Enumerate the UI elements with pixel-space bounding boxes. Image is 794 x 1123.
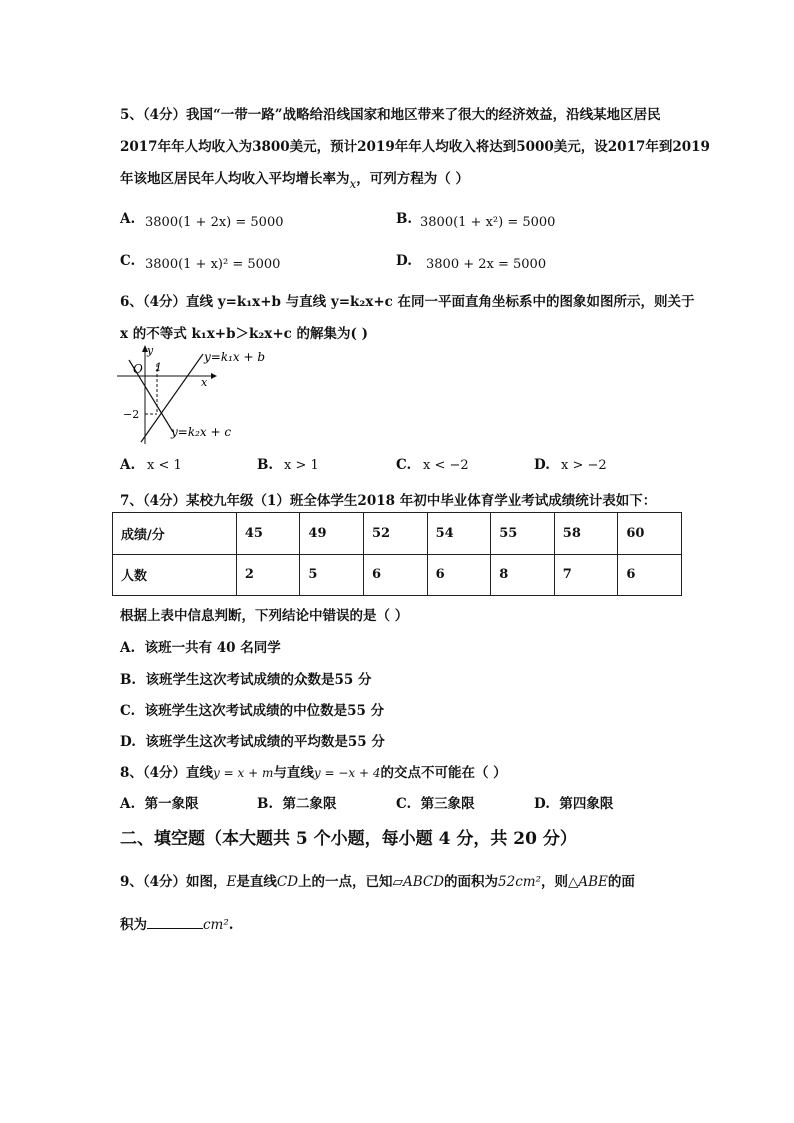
table-row [113,513,682,555]
q8-post: 的交点不可能在（ ） [380,765,507,781]
q7-option-d [120,730,385,750]
q9-var-abcd: ▱ABCD [392,874,445,890]
x-axis-label: x [201,376,208,389]
q9-area: 52cm² [498,874,541,890]
tick-y-minus2: −2 [123,408,140,421]
q5-option-b-label: B. [396,211,413,227]
table-cell: 8 [491,554,555,596]
q6-graph [115,344,266,446]
q6-option-d-label: D. [534,457,550,473]
q5-line1: 5、（4分）我国“一带一路”战略给沿线国家和地区带来了很大的经济效益，沿线某地区居民 [120,107,661,123]
q7-option-d-label: D. [120,734,136,750]
q5-line3-pre: 年该地区居民年人均收入平均增长率为 [120,171,350,187]
q6-option-a: x < 1 [147,458,182,473]
table-cell: 人数 [113,554,237,596]
q7-option-c-text: 该班学生这次考试成绩的中位数是55 分 [144,703,385,719]
q9-pre: 9、（4分）如图， [120,874,227,890]
table-cell: 成绩/分 [113,513,237,555]
q7-option-a-text: 该班一共有 40 名同学 [144,640,281,656]
q7-option-c-label: C. [120,703,136,719]
q8-option-d-label: D. [534,796,550,812]
q8-option-a-text: 第一象限 [144,796,199,812]
q7-after: 根据上表中信息判断，下列结论中错误的是（ ） [120,608,409,624]
q9-mid1: 是直线 [236,874,277,890]
table-cell: 52 [364,513,428,555]
q8-option-d-text: 第四象限 [559,796,614,812]
answer-blank[interactable] [147,916,203,929]
q5-option-a: 3800(1 + 2x) = 5000 [145,215,284,230]
q9-line1 [120,870,635,890]
table-cell: 6 [618,554,682,596]
q8-mid: 与直线 [273,765,314,781]
table-cell: 6 [364,554,428,596]
q5-option-b: 3800(1 + x²) = 5000 [420,215,556,230]
x-axis-arrow-icon [211,373,217,379]
q8-option-a [120,792,199,812]
line-k2-label: y=k₂x + c [171,425,232,439]
table-cell: 45 [236,513,300,555]
q8-option-b-text: 第二象限 [282,796,337,812]
line-k1-label: y=k₁x + b [204,350,266,364]
table-cell: 6 [427,554,491,596]
q6-line2: x 的不等式 k₁x+b＞k₂x+c 的解集为( ) [120,326,369,342]
q9-var-e: E [226,874,237,890]
scores-table [112,512,682,596]
q8-option-b [257,792,337,812]
q5-line2: 2017年年人均收入为3800美元，预计2019年年人均收入将达到5000美元，设2017年到2019 [120,139,710,155]
q8-pre: 8、（4分）直线 [120,765,214,781]
q6-option-b-label: B. [257,457,274,473]
q8-stem [120,761,507,781]
section-title: 二、填空题（本大题共 5 个小题，每小题 4 分，共 20 分） [120,829,577,849]
q9-line2-post: . [228,917,234,933]
q7-option-b-label: B. [120,672,137,688]
q8-expr1: y = x + m [213,766,274,780]
y-axis-label: y [147,344,154,357]
q9-var-cd: CD [276,874,299,890]
q7-option-d-text: 该班学生这次考试成绩的平均数是55 分 [145,734,385,750]
q5-line3 [120,167,469,191]
q9-mid2: 上的一点，已知 [298,874,393,890]
q5-option-d: 3800 + 2x = 5000 [426,257,547,272]
q6-option-d: x > −2 [561,458,607,473]
q9-var-abe: △ABE [567,874,608,890]
q9-mid3: 的面积为 [444,874,499,890]
q7-option-a-label: A. [120,640,136,656]
table-cell: 55 [491,513,555,555]
q9-unit: cm² [203,917,229,933]
table-cell: 49 [300,513,364,555]
q9-line2 [120,913,233,933]
table-row [113,554,682,596]
q8-option-d [534,792,613,812]
q9-post: 的面 [607,874,635,890]
q8-option-a-label: A. [120,796,136,812]
q7-option-b-text: 该班学生这次考试成绩的众数是55 分 [145,672,372,688]
q8-expr2: y = −x + 4 [313,766,381,780]
q5-option-a-label: A. [120,211,136,227]
table-cell: 58 [554,513,618,555]
q8-option-c-label: C. [396,796,412,812]
q8-option-b-label: B. [257,796,274,812]
q9-line2-pre: 积为 [120,917,147,933]
q8-option-c [396,792,475,812]
q7-option-b [120,668,372,688]
origin-label: O [133,362,143,376]
q7-option-a [120,636,281,656]
table-cell: 60 [618,513,682,555]
q5-option-c-label: C. [120,253,136,269]
q7-option-c [120,699,384,719]
q5-option-d-label: D. [396,253,412,269]
q5-option-c: 3800(1 + x)² = 5000 [145,257,281,272]
q9-mid4: ，则 [540,874,568,890]
q5-line3-post: ，可列方程为（ ） [356,171,469,187]
q5-var-x: x [349,177,357,191]
tick-x-1: 1 [155,361,162,374]
table-cell: 2 [236,554,300,596]
q6-option-a-label: A. [120,457,136,473]
q6-line1: 6、（4分）直线 y=k₁x+b 与直线 y=k₂x+c 在同一平面直角坐标系中的图象如图所示，则关于 [120,294,695,310]
q6-option-b: x > 1 [284,458,319,473]
table-cell: 7 [554,554,618,596]
q8-option-c-text: 第三象限 [420,796,475,812]
table-cell: 54 [427,513,491,555]
q6-option-c: x < −2 [423,458,469,473]
table-cell: 5 [300,554,364,596]
q6-option-c-label: C. [396,457,412,473]
q7-line1: 7、（4分）某校九年级（1）班全体学生2018 年初中毕业体育学业考试成绩统计表如下： [120,493,657,509]
